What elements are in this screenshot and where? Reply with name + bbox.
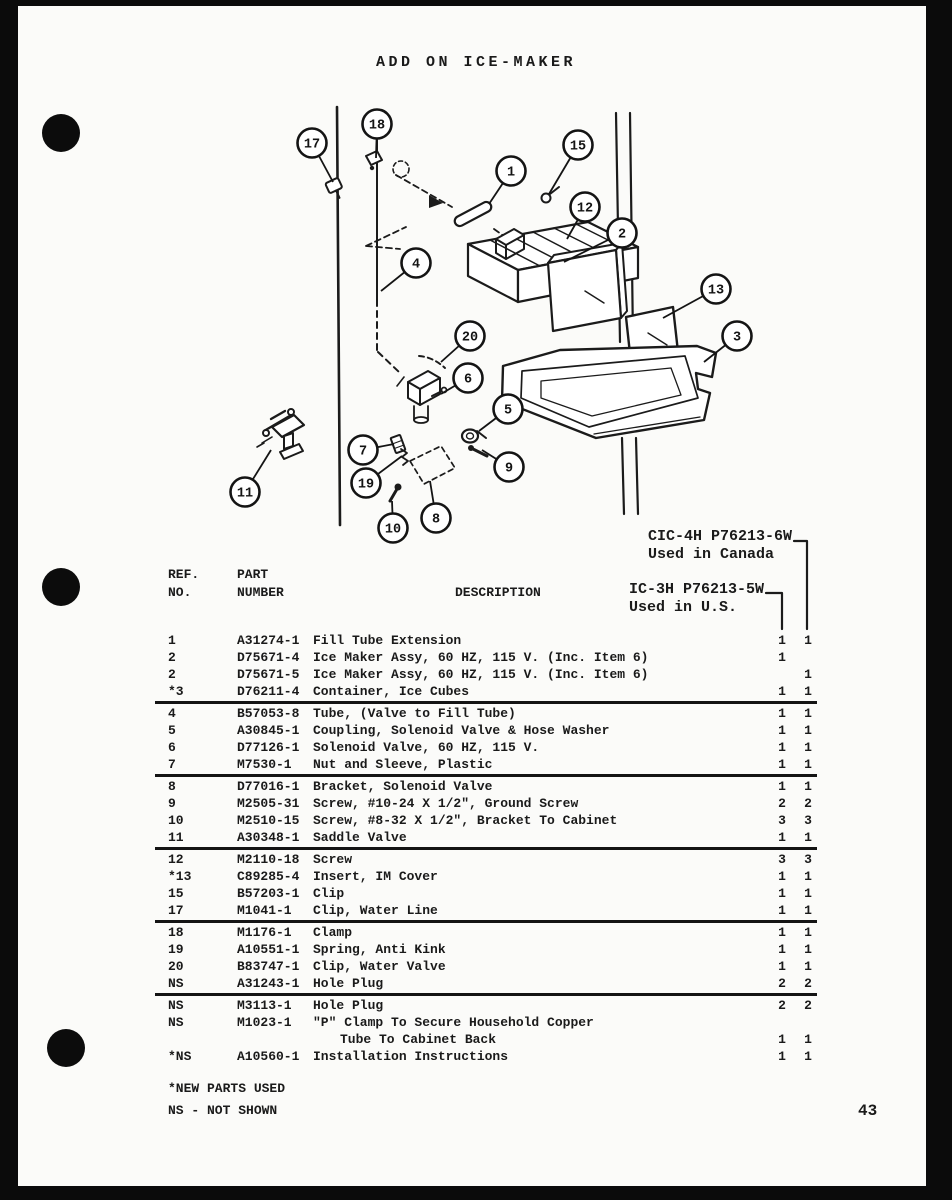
cell-desc: Hole Plug [313, 998, 384, 1013]
cell-ca: 1 [804, 706, 812, 721]
table-row [0, 778, 952, 795]
cell-ca: 1 [804, 903, 812, 918]
table-row [0, 851, 952, 868]
cell-ca: 1 [804, 740, 812, 755]
cell-us: 1 [778, 723, 786, 738]
cell-us: 2 [778, 976, 786, 991]
cell-part: D76211-4 [237, 684, 300, 699]
cell-desc: Saddle Valve [313, 830, 407, 845]
callout-number: 12 [576, 201, 594, 217]
cell-ref: 11 [168, 830, 184, 845]
table-row [0, 975, 952, 992]
callout-number: 2 [617, 227, 627, 243]
cell-us: 1 [778, 925, 786, 940]
cell-ca: 1 [804, 830, 812, 845]
cell-us: 1 [778, 959, 786, 974]
solenoid-bracket [410, 446, 455, 484]
cell-us: 1 [778, 942, 786, 957]
fill-tube-extension [453, 200, 493, 228]
cell-us: 2 [778, 998, 786, 1013]
cell-us: 1 [778, 903, 786, 918]
table-section-rule [155, 847, 817, 850]
table-row [0, 1014, 952, 1031]
saddle-valve [257, 409, 304, 459]
callout-number: 15 [569, 139, 587, 155]
table-row [0, 649, 952, 666]
callout-number: 11 [236, 486, 254, 502]
cell-ref: 1 [168, 633, 176, 648]
callout-number: 10 [384, 522, 402, 538]
cell-ca: 1 [804, 633, 812, 648]
callout-number: 17 [303, 137, 321, 153]
table-row [0, 795, 952, 812]
cell-desc: Clip [313, 886, 345, 901]
cell-ref: 18 [168, 925, 184, 940]
cell-part: B57053-8 [237, 706, 300, 721]
cell-desc: Tube To Cabinet Back [340, 1032, 497, 1047]
cell-ca: 1 [804, 942, 812, 957]
cell-ca: 1 [804, 779, 812, 794]
cell-part: D75671-4 [237, 650, 300, 665]
cell-ca: 1 [804, 869, 812, 884]
cell-part: M2110-18 [237, 852, 300, 867]
cell-ref: NS [168, 1015, 184, 1030]
cell-part: A30845-1 [237, 723, 300, 738]
callout-number: 9 [504, 461, 514, 477]
cell-desc: Clamp [313, 925, 353, 940]
cell-ca: 2 [804, 998, 812, 1013]
callout-number: 3 [732, 330, 742, 346]
cell-ref: 17 [168, 903, 184, 918]
callout-number: 4 [411, 257, 421, 273]
cell-part: A10551-1 [237, 942, 300, 957]
cell-ref: NS [168, 998, 184, 1013]
cell-part: A31243-1 [237, 976, 300, 991]
cell-part: D77126-1 [237, 740, 300, 755]
cell-ca: 2 [804, 976, 812, 991]
cell-us: 1 [778, 1049, 786, 1064]
table-header-description: DESCRIPTION [455, 585, 541, 600]
cell-desc: Insert, IM Cover [313, 869, 438, 884]
scan-border-bottom [0, 1186, 952, 1200]
cell-us: 1 [778, 633, 786, 648]
cell-ref: 8 [168, 779, 176, 794]
cell-ca: 1 [804, 757, 812, 772]
cell-us: 3 [778, 813, 786, 828]
table-row [0, 1031, 952, 1048]
table-section-rule [155, 993, 817, 996]
ice-cube-container [502, 346, 716, 438]
cell-part: M1176-1 [237, 925, 292, 940]
cell-part: A10560-1 [237, 1049, 300, 1064]
cell-part: D75671-5 [237, 667, 300, 682]
cell-us: 1 [778, 757, 786, 772]
cell-us: 3 [778, 852, 786, 867]
footnotes: *NEW PARTS USED NS - NOT SHOWN [168, 1081, 286, 1118]
cell-ref: *3 [168, 684, 184, 699]
callout-number: 7 [358, 444, 368, 460]
table-row [0, 683, 952, 700]
table-row [0, 941, 952, 958]
table-row [0, 722, 952, 739]
model-label-canada: CIC-4H P76213-6W Used in Canada [648, 528, 793, 563]
table-section-rule [155, 701, 817, 704]
cell-part: D77016-1 [237, 779, 300, 794]
parts-table [0, 632, 952, 1065]
callout-number: 5 [503, 403, 513, 419]
cell-desc: Spring, Anti Kink [313, 942, 446, 957]
cell-ref: 2 [168, 650, 176, 665]
table-header-ref: REF. NO. [168, 567, 200, 600]
table-row [0, 739, 952, 756]
page-number: 43 [858, 1102, 878, 1120]
cell-desc: Ice Maker Assy, 60 HZ, 115 V. (Inc. Item 6) [313, 650, 649, 665]
cell-us: 1 [778, 706, 786, 721]
cell-ref: 19 [168, 942, 184, 957]
cell-us: 1 [778, 869, 786, 884]
cell-desc: Ice Maker Assy, 60 HZ, 115 V. (Inc. Item 6) [313, 667, 649, 682]
cell-ca: 1 [804, 667, 812, 682]
cell-ref: 2 [168, 667, 176, 682]
table-row [0, 997, 952, 1014]
callout-number: 6 [463, 372, 473, 388]
cell-desc: Installation Instructions [313, 1049, 509, 1064]
callout-number: 1 [506, 165, 516, 181]
callout-number: 19 [357, 477, 375, 493]
cell-ref: *NS [168, 1049, 192, 1064]
cell-part: M1023-1 [237, 1015, 292, 1030]
cell-us: 1 [778, 886, 786, 901]
page-title: ADD ON ICE-MAKER [375, 54, 577, 71]
cell-part: A31274-1 [237, 633, 300, 648]
coupling [462, 430, 486, 443]
cell-desc: Clip, Water Valve [313, 959, 446, 974]
cell-ref: 6 [168, 740, 176, 755]
cell-ref: *13 [168, 869, 192, 884]
cell-ca: 1 [804, 959, 812, 974]
bracket-screw [390, 484, 402, 502]
cell-ref: 9 [168, 796, 176, 811]
cell-us: 2 [778, 796, 786, 811]
cell-ref: 12 [168, 852, 184, 867]
clip [542, 187, 560, 203]
table-row [0, 868, 952, 885]
cell-ref: 20 [168, 959, 184, 974]
table-row [0, 666, 952, 683]
cell-ref: NS [168, 976, 184, 991]
cell-ca: 3 [804, 852, 812, 867]
cell-us: 1 [778, 650, 786, 665]
clamp [366, 151, 409, 177]
cell-us: 1 [778, 779, 786, 794]
cell-ca: 3 [804, 813, 812, 828]
cell-us: 1 [778, 684, 786, 699]
cell-ca: 1 [804, 1032, 812, 1047]
cell-desc: Bracket, Solenoid Valve [313, 779, 493, 794]
table-row [0, 885, 952, 902]
callout-number: 18 [368, 118, 386, 134]
cell-desc: Nut and Sleeve, Plastic [313, 757, 493, 772]
cell-desc: Coupling, Solenoid Valve & Hose Washer [313, 723, 610, 738]
cell-desc: Solenoid Valve, 60 HZ, 115 V. [313, 740, 540, 755]
cell-desc: Screw, #8-32 X 1/2", Bracket To Cabinet [313, 813, 618, 828]
cell-part: B83747-1 [237, 959, 300, 974]
cell-ca: 2 [804, 796, 812, 811]
table-section-rule [155, 920, 817, 923]
cell-desc: Fill Tube Extension [313, 633, 462, 648]
cell-desc: Hole Plug [313, 976, 384, 991]
cell-part: M3113-1 [237, 998, 292, 1013]
cell-ref: 4 [168, 706, 176, 721]
cell-ref: 5 [168, 723, 176, 738]
cell-ca: 1 [804, 1049, 812, 1064]
cell-part: M7530-1 [237, 757, 292, 772]
cell-us: 1 [778, 830, 786, 845]
cell-ca: 1 [804, 886, 812, 901]
table-header-part: PART NUMBER [237, 567, 284, 600]
cell-desc: "P" Clamp To Secure Household Copper [313, 1015, 594, 1030]
table-row [0, 1048, 952, 1065]
table-row [0, 812, 952, 829]
model-label-us: IC-3H P76213-5W Used in U.S. [629, 581, 765, 616]
cell-ref: 7 [168, 757, 176, 772]
callout-number: 8 [431, 512, 441, 528]
cell-part: A30348-1 [237, 830, 300, 845]
cell-desc: Screw [313, 852, 353, 867]
cell-part: C89285-4 [237, 869, 300, 884]
cell-ca: 1 [804, 723, 812, 738]
water-line-clip [325, 178, 346, 201]
cell-ca: 1 [804, 684, 812, 699]
table-row [0, 705, 952, 722]
cell-part: M2510-15 [237, 813, 300, 828]
cell-desc: Tube, (Valve to Fill Tube) [313, 706, 516, 721]
cell-ref: 10 [168, 813, 184, 828]
cell-us: 1 [778, 1032, 786, 1047]
table-section-rule [155, 774, 817, 777]
cell-desc: Screw, #10-24 X 1/2", Ground Screw [313, 796, 579, 811]
cell-us: 1 [778, 740, 786, 755]
table-row [0, 902, 952, 919]
cell-part: M2505-31 [237, 796, 300, 811]
cell-desc: Container, Ice Cubes [313, 684, 470, 699]
table-row [0, 829, 952, 846]
callout-number: 13 [707, 283, 725, 299]
table-row [0, 924, 952, 941]
cell-part: B57203-1 [237, 886, 300, 901]
callout-number: 20 [461, 330, 479, 346]
solenoid-valve [397, 371, 447, 423]
table-row [0, 632, 952, 649]
table-row [0, 756, 952, 773]
table-row [0, 958, 952, 975]
cell-desc: Clip, Water Line [313, 903, 438, 918]
cell-ca: 1 [804, 925, 812, 940]
cell-part: M1041-1 [237, 903, 292, 918]
cell-ref: 15 [168, 886, 184, 901]
